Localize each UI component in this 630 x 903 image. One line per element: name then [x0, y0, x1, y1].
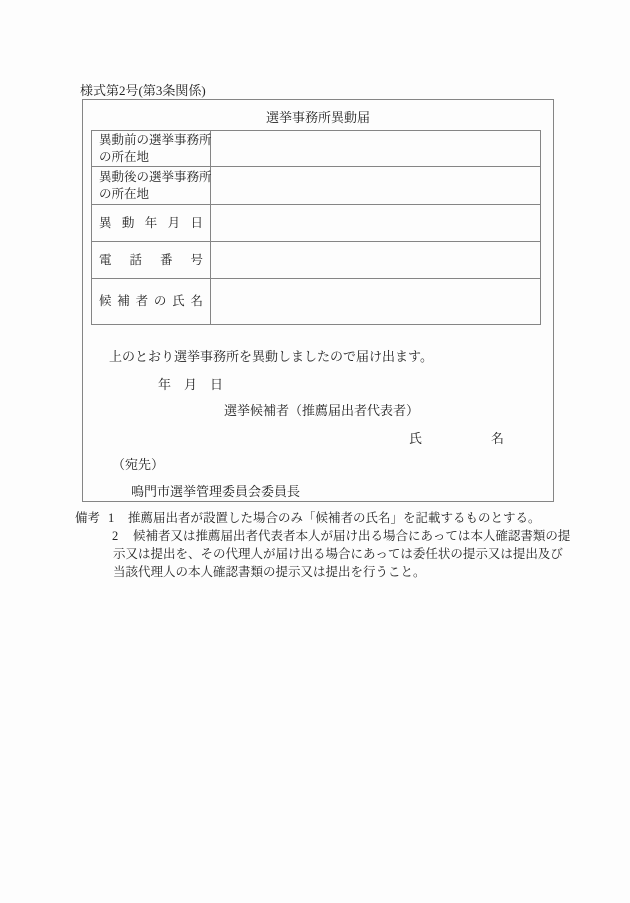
field-label-cell	[92, 167, 211, 204]
field-label-cell	[92, 242, 211, 278]
field-label-line: 電話番号	[99, 252, 203, 267]
form-box	[82, 99, 554, 502]
remark-text: 候補者又は推薦届出者代表者本人が届け出る場合にあっては本人確認書類の提	[133, 529, 571, 543]
field-label-line: 異動前の選挙事務所	[99, 132, 212, 147]
name-label-right: 名	[491, 431, 505, 446]
field-label-line: 候補者の氏名	[99, 294, 203, 308]
field-row-phone-number	[92, 242, 540, 279]
addressee-label: （宛先）	[112, 457, 165, 472]
remark-text: 推薦届出者が設置した場合のみ「候補者の氏名」を記載するものとする。	[128, 511, 541, 525]
date-line: 年 月 日	[158, 377, 224, 392]
remark-item-1	[108, 509, 570, 527]
field-label-line: 異動後の選挙事務所	[99, 169, 212, 184]
remark-number: 1	[108, 511, 115, 525]
field-value-cell	[211, 279, 540, 324]
field-value-cell	[211, 242, 540, 278]
form-number: 様式第2号(第3条関係)	[80, 83, 206, 98]
remark-number: 2	[112, 529, 119, 543]
field-value-cell	[211, 131, 540, 166]
field-value-cell	[211, 167, 540, 204]
fields-table	[91, 130, 541, 325]
name-line	[409, 428, 504, 447]
field-label-line: 異動年月日	[99, 215, 203, 230]
form-title: 選挙事務所異動届	[265, 110, 370, 125]
field-label-cell	[92, 205, 211, 241]
field-row-move-date	[92, 205, 540, 242]
field-label-line: の所在地	[99, 186, 150, 201]
remarks-section	[75, 509, 570, 581]
field-row-post-move-address	[92, 167, 540, 205]
signer-line: 選挙候補者（推薦届出者代表者）	[224, 403, 420, 418]
remark-text-line: 示又は提出を、その代理人が届け出る場合にあっては委任状の提示又は提出及び	[113, 547, 563, 561]
remark-text-line	[112, 527, 570, 545]
remark-text-line: 当該代理人の本人確認書類の提示又は提出を行うこと。	[113, 565, 426, 579]
remark-item-2	[112, 527, 570, 581]
field-row-candidate-name	[92, 279, 540, 324]
field-label-cell	[92, 131, 211, 166]
field-label-cell	[92, 279, 211, 324]
addressee-name: 鳴門市選挙管理委員会委員長	[131, 484, 301, 499]
field-value-cell	[211, 205, 540, 241]
remarks-items	[108, 509, 570, 581]
declaration-text: 上のとおり選挙事務所を異動しましたので届け出ます。	[109, 349, 433, 364]
field-row-pre-move-address	[92, 131, 540, 167]
field-label-line: の所在地	[99, 149, 150, 164]
name-label-left: 氏	[409, 431, 423, 446]
remarks-label: 備考	[75, 511, 101, 525]
